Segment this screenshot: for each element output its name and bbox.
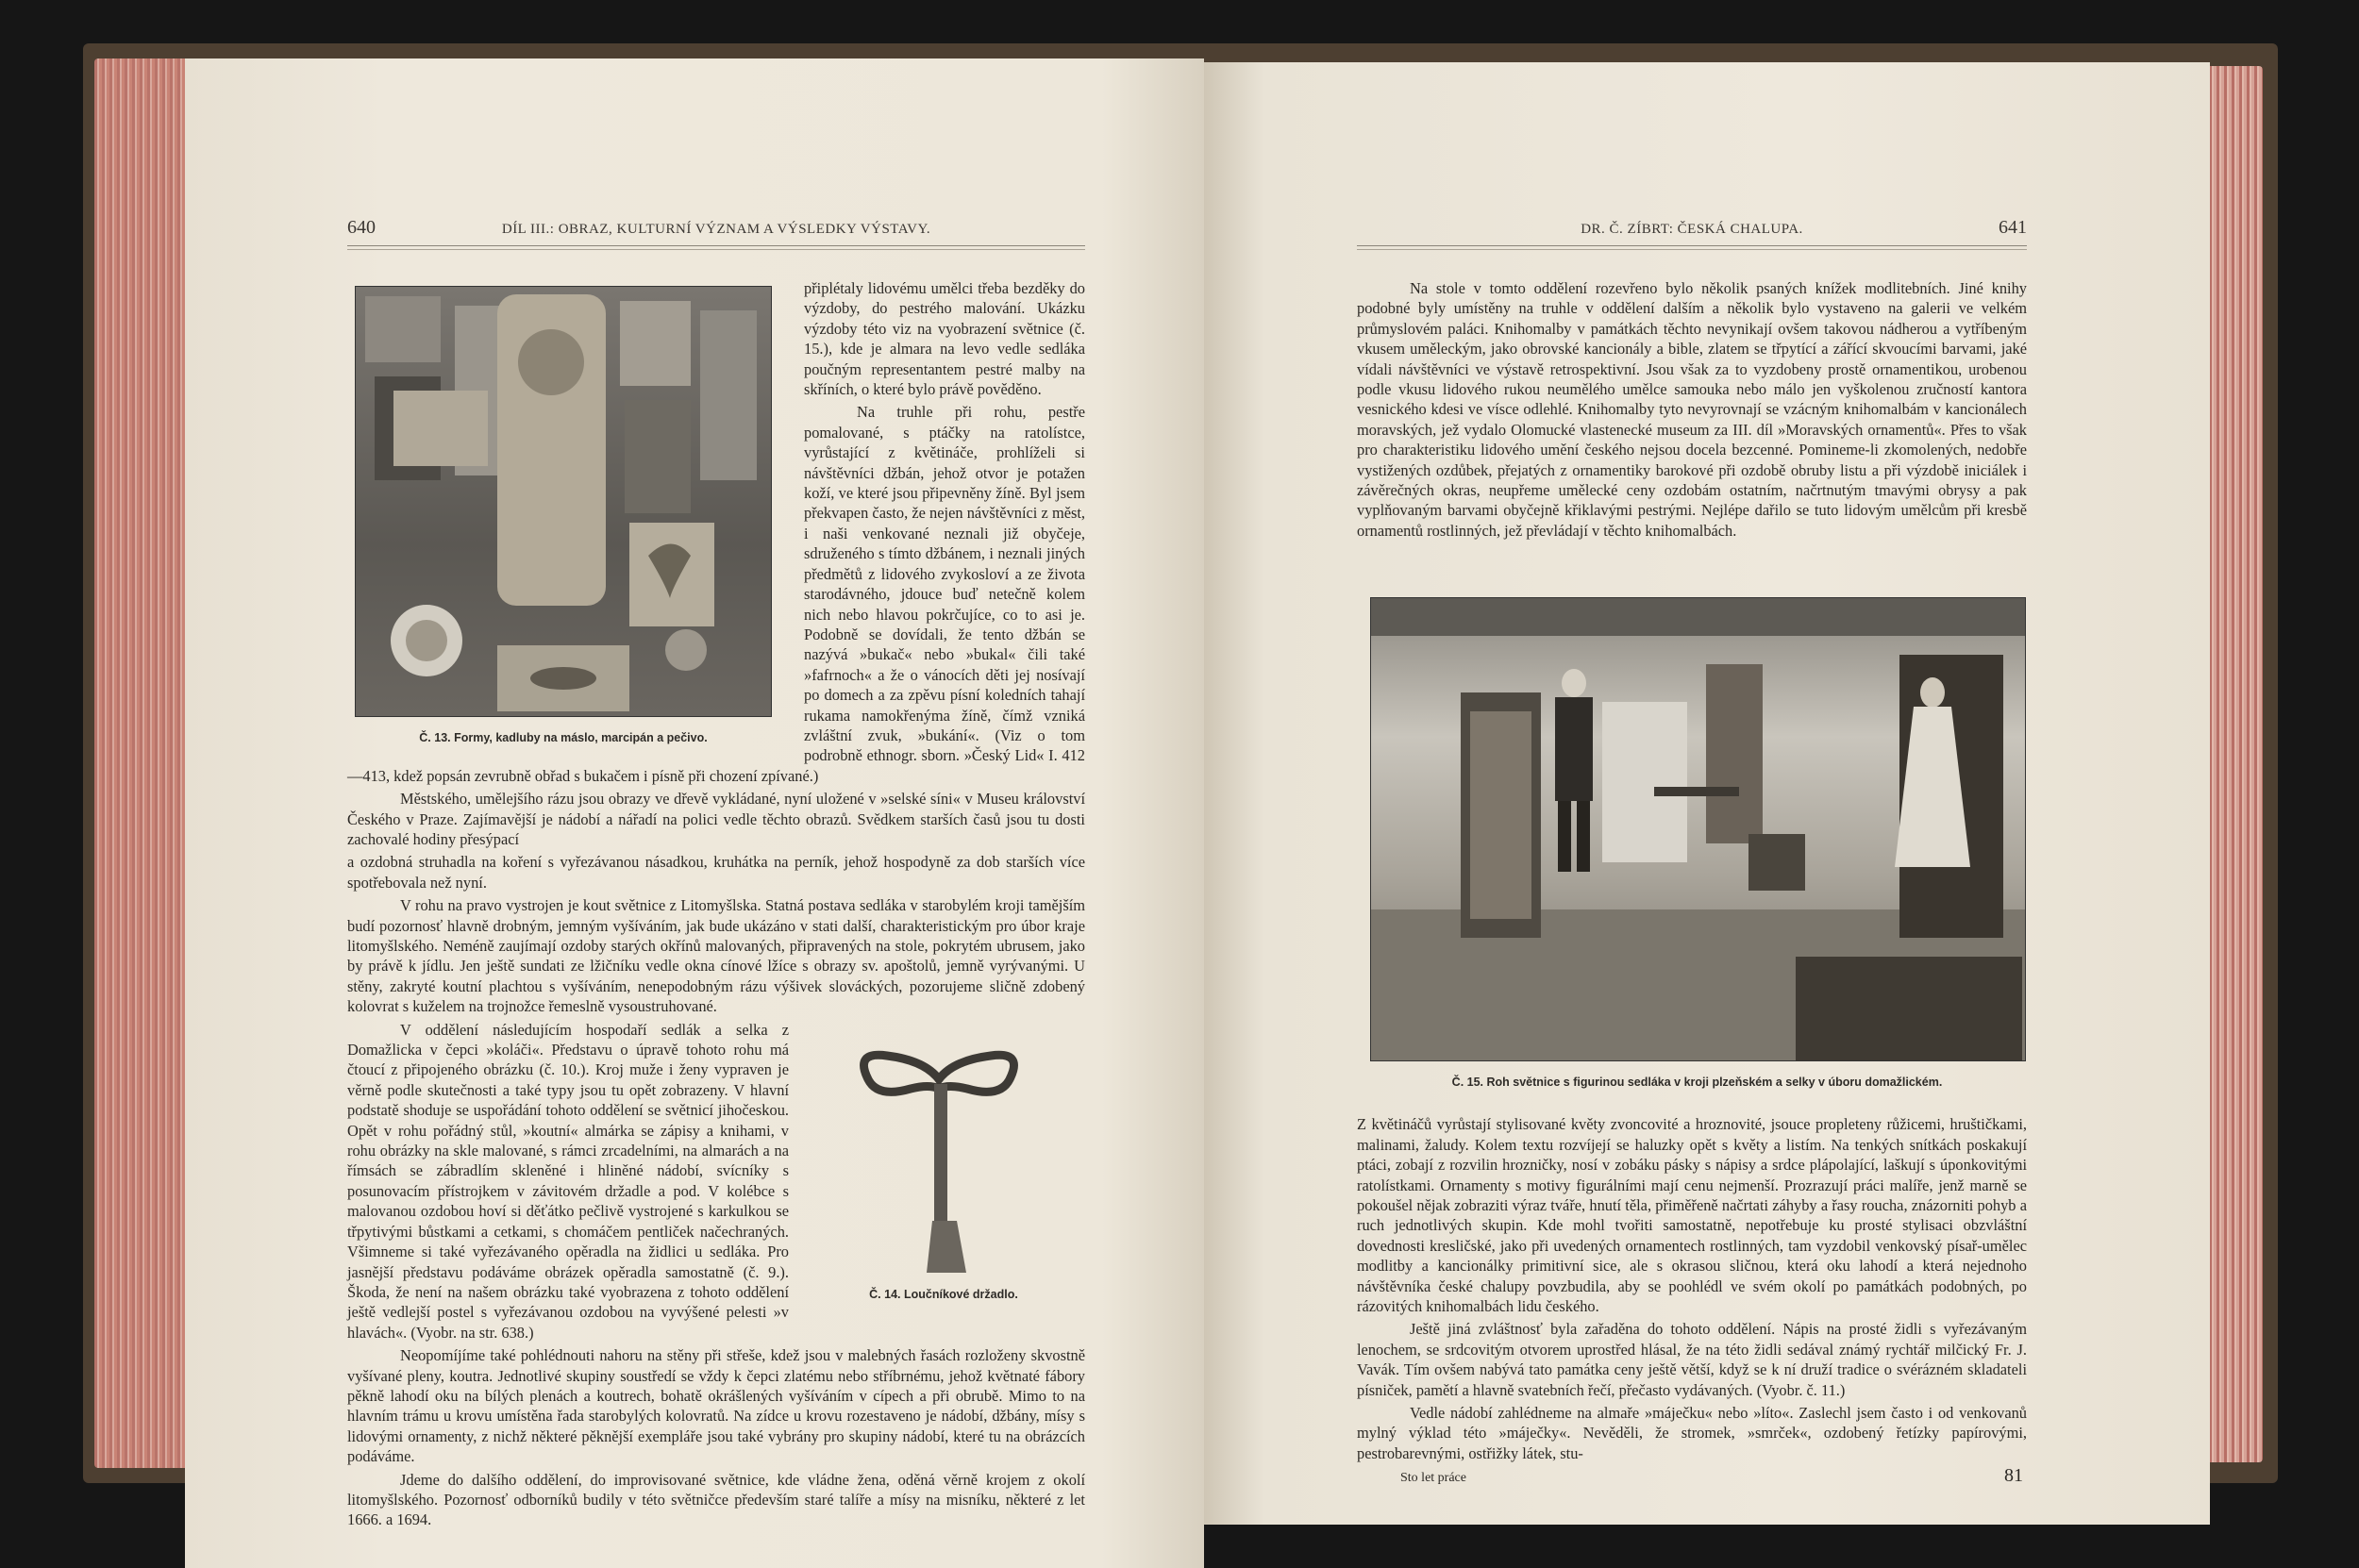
- figure-13: [355, 286, 772, 745]
- right-running-head: DR. Č. ZÍBRT: ČESKÁ CHALUPA.: [1581, 222, 1803, 237]
- paragraph: Z květináčů vyrůstají stylisované květy zvoncovité a hroznovité, jsouce propleteny růžicemi, hruštičkami, malinami, žaludy. Kolem textu rozvíjejí se haluzky opět s květy a listím. Na tenkých snítkách poskakují ptáci, zobají z rozvilin hrozničky, nosí v zobáku pásky s nápisy a srdce plápolající, laškují s úponkovitými ratolístkami. Ornamenty s motivy figurálními mají cenu nejmenší. Prozrazují práci malíře, jenž marně se pokoušel nějak zobraziti výraz tváře, hnutí těla, přiměřeně načrtati záhyby a řasy roucha, znázorniti pohyb a ruch jednotlivých skupin. Kde mohl tvořiti samostatně, nepotřebuje ku prosté stylisaci obzvláštní dovednosti kresličské, jako při uvedených ornamentech rostlinných, tam vyzdobil venkovský písař-umělec modlitby a kancionálky primitivní sice, ale s okrasou sličnou, která oku lahodí a která nejednoho návštěvníka české chalupy povzbudila, aby se poohlédl ve svém okolí po památkách podobných, po rázovitých knihomalbách lidu českého.: [1357, 1115, 2027, 1315]
- page-edges-left: [94, 58, 192, 1468]
- paragraph: Ještě jiná zvláštnosť byla zařaděna do tohoto oddělení. Nápis na prosté židli s vyřezávaným lenochem, se srdcovitým otvorem uprostřed hlásal, že na této židli sedával známý rychtář milčický Fr. J. Vavák. Tím ovšem nabývá tato památka ceny ještě větší, když se k ní druží tradice o svérázném skladateli písniček, pamětí a hlavně svatebních řečí, přečasto vydávaných. (Vyobr. č. 11.): [1357, 1320, 2027, 1399]
- header-rule: [1357, 245, 2027, 250]
- paragraph: Na truhle při rohu, pestře pomalované, s ptáčky na ratolístce, vyrůstající z květináče, prohlíželi si návštěvníci džbán, jehož otvor je potažen koží, ve které jsou připevněny žíně. Byl jsem překvapen často, že nejen návštěvníci z měst, i naši venkované neznali již obyčeje, sdruženého s tímto džbánem, i neznali jiných předmětů z lidového zvykosloví a ze života starodávného, jdouce buď netečně kolem nich nebo hlavou pokrčujíce, co to asi je. Podobně se dovídali, že tento džbán se nazývá »bukač« nebo »bukal« čili také »fafrnoch« a že o vánocích děti jej nosívají po domech a za zpěvu písní koledních tahají rukama namokřenýma žíně, čímž vzniká zvláštní zvuk, »bukání«. (Viz o tom podrobně ethnogr. sborn. »Český Lid« I. 412—413, kdež popsán zevrubně obřad s bukačem i písně při chození zpívané.): [347, 403, 1085, 785]
- left-page-number: 640: [347, 217, 376, 238]
- figure-14-photo-torch-holder: [849, 1042, 1038, 1277]
- figure-15-photo-room-corner: [1370, 597, 2026, 1061]
- right-page: [1204, 62, 2210, 1525]
- left-running-head: DÍL III.: OBRAZ, KULTURNÍ VÝZNAM A VÝSLEDKY VÝSTAVY.: [501, 222, 931, 237]
- paragraph: Neopomíjíme také pohlédnouti nahoru na stěny při střeše, kdež jsou v malebných řasách rozloženy skvostně vyšívané pleny, koutra. Jednotlivé skupiny soustředí se vždy k čepci zlatému nebo stříbrnému, jehož květnaté fábory pěkně lahodí oku na bílých plenách a koutrech, bohatě okrášlených vyšíváním v cípech a při obrubě. Mimo to na hlavním trámu u krovu umístěna řada starobylých kolovratů. Na zídce u krovu rozestaveno je nádobí, džbány, mísy s lidovými ornamenty, z nichž některé pěknější exempláře jsou také vybrány pro skupiny nádobí, které tu na obrázcích podáváme.: [347, 1346, 1085, 1466]
- right-page-header: [1357, 217, 2027, 243]
- figure-14-caption: Č. 14. Loučníkové držadlo.: [869, 1288, 1018, 1301]
- figure-13-photo-molds: [355, 286, 772, 717]
- left-page-header: [347, 217, 1085, 243]
- paragraph: V rohu na pravo vystrojen je kout světnice z Litomyšlska. Statná postava sedláka v starobylém kroji tamějším budí pozornosť hlavně drobným, jemným vyšíváním, jak bude ukázáno v stati další, charakteristickým pro úbor kraje litomyšlského. Neméně zaujímají ozdoby starých okřínů malovaných, připravených na stole, pokrytém ubrusem, jako by právě k jídlu. Jen ještě sundati ze lžičníku vedle okna cínové lžíce s obrazy sv. apoštolů, jemně vyrývanými. U stěny, zakryté koutní plachtou s vyšíváním, nenepodobným rázu výšivek slováckých, pozorujeme sličně zdobený kolovrat s kuželem na trojnožce řemeslně vysoustruhované.: [347, 896, 1085, 1016]
- paragraph: Městského, umělejšího rázu jsou obrazy ve dřevě vykládané, nyní uložené v »selské síni« v Museu království Českého v Praze. Zajímavější je nádobí a nářadí na polici vedle těchto obrazů. Svědkem starších časů jsou tu dosti zachovalé hodiny přesýpací: [347, 790, 1085, 848]
- left-page: [185, 58, 1204, 1568]
- figure-15-caption: Č. 15. Roh světnice s figurinou sedláka v kroji plzeňském a selky v úboru domažlickém.: [1451, 1076, 1943, 1090]
- right-page-number: 641: [1999, 217, 2027, 238]
- header-rule: [347, 245, 1085, 250]
- figure-13-caption: Č. 13. Formy, kadluby na máslo, marcipán a pečivo.: [419, 731, 708, 744]
- paragraph: Jdeme do dalšího oddělení, do improvisované světnice, kde vládne žena, oděná věrně krojem z okolí litomyšlského. Pozornosť odborníků budily v této světničce především staré talíře a mísy na misníku, některé z let 1666. a 1694.: [347, 1470, 1085, 1529]
- right-top-text: [1357, 278, 2027, 541]
- figure-15: [1370, 597, 2024, 1090]
- left-page-text: [347, 278, 1085, 1530]
- paragraph: Vedle nádobí zahlédneme na almaře »máječku« nebo »líto«. Zaslechl jsem často i od venkovanů mylný výklad této »máječky«. Nevěděli, že stromek, »smrček«, ozdobený řetízky papírovými, pestrobarevnými, ostřižky látek, stu-: [1357, 1403, 2027, 1462]
- paragraph: V oddělení následujícím hospodaří sedlák a selka z Domažlicka v čepci »koláči«. Představu o úpravě tohoto rohu má čtoucí z připojeného obrázku (č. 10.). Kroj muže i ženy vypraven je věrně podle skutečnosti a také typy jsou tu opět zobrazeny. V hlavní podstatě shoduje se uspořádání tohoto oddělení se světnicí jihočeskou. Opět v rohu pořádný stůl, »koutní« almárka se zápisy a knihami, v rohu obrázky na skle malované, s rámci zrcadelními, na almarách a na římsách se zábradlím skleněné i hliněné nádobí, svícníky s posunovacím přístrojkem v závitovém držadle a pod. V kolébce s malovanou ozdobou hoví si děťátko pečlivě vystrojené s karkulkou se třpytivými bůstkami a cetkami, s chomáčem pentliček načechraných. Všimneme si také vyřezávaného opěradla na židlici u sedláka. Pro jasnější představu podáváme obrázek opěradla samostatně (č. 9.). Škoda, že není na našem obrázku také vyobrazena z tohoto oddělení ještě vedlejší postel s vyřezávanou ozdobou na vyvýšené pelesti »v hlavách«. (Vyobr. na str. 638.): [347, 1020, 789, 1342]
- paragraph: a ozdobná struhadla na koření s vyřezávanou násadkou, kruhátka na perník, jehož hospodyně za dob starších více spotřebovala než nyní.: [347, 853, 1085, 892]
- paragraph: připlétaly lidovému umělci třeba bezděky do výzdoby, do pestrého malování. Ukázku výzdoby této viz na vyobrazení světnice (č. 15.), kde je almara na levo vedle sedláka poučným representantem pestré malby na skříních, o které bylo právě pověděno.: [804, 279, 1085, 399]
- page-edges-right: [2206, 66, 2263, 1462]
- paragraph: Na stole v tomto oddělení rozevřeno bylo několik psaných knížek modlitebních. Jiné knihy podobné byly umístěny na truhle v oddělení dalším a několik bylo vystaveno na galerii ve velkém průmyslovém paláci. Knihomalby v památkách těchto nevynikají ovšem takovou nádherou a vytříbeným vkusem uměleckým, jako obrovské kancionály a bible, zlatem se třpytící a zářící skvoucími barvami, jaké vídali návštěvníci ve výstavě retrospektivní. Jsou však za to vyzdobeny prostě ornamentikou, urobenou podle vkusu lidového rukou neumělého umělce samouka nebo málo jen vyškolenou zručností kantora vesnického kdesi ve vísce odlehlé. Knihomalby tyto nevyrovnají se vzácným knihomalbám v kancionálech moravských, jež vydalo Olomucké vlastenecké museum za III. díl »Moravských ornamentů«. Přes to však pro charakteristiku lidového umění českého nejsou docela bezcenné. Pomineme-li zkomolených, nedobře vystižených ozdůbek, přejatých z ornamentiky barokové při ozdobě obruby listu a při výzdobě iniciálek i závěrečných okras, neupřeme umělecké ceny ozdobám ostatním, načrtnutým tmavými obrysy a pak vyplňovaným barvami obyčejně křiklavými pestrými. Nejlépe dařilo se tuto lidovým umělcům při kresbě ornamentů rostlinných, jež převládají v těchto knihomalbách.: [1357, 279, 2027, 540]
- footer-signature: Sto let práce: [1400, 1471, 1466, 1486]
- page-footer: [1357, 1465, 2027, 1487]
- figure-14: [802, 1042, 1085, 1302]
- right-bottom-text: [1357, 1114, 2027, 1463]
- footer-sheet-number: 81: [2004, 1465, 2023, 1487]
